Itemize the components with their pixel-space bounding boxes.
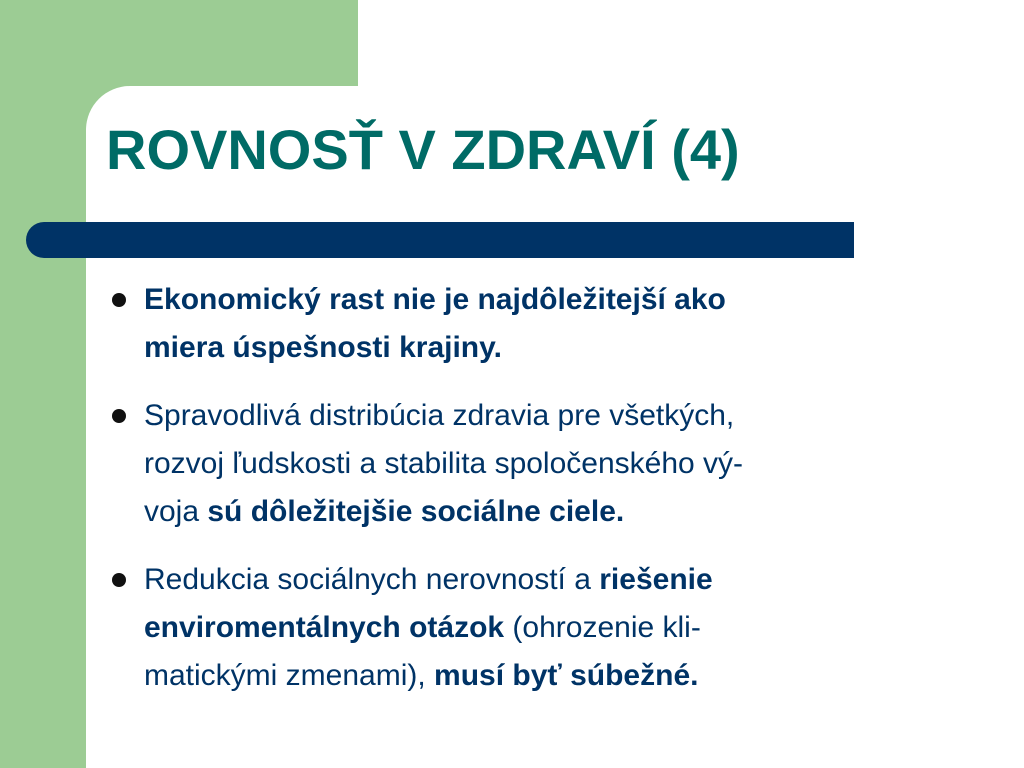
bullet-dot-icon xyxy=(112,409,126,423)
slide-title: ROVNOSŤ V ZDRAVÍ (4) xyxy=(106,118,740,181)
text-run: matickými zmenami), xyxy=(144,659,435,692)
bold-text-run: sú dôležitejšie sociálne ciele. xyxy=(207,495,625,528)
bullet-line xyxy=(144,440,946,488)
bold-text-run: riešenie xyxy=(599,563,713,596)
bullet-line xyxy=(144,488,946,536)
title-underline-bar xyxy=(26,222,854,258)
bullet-item xyxy=(106,392,946,536)
bullet-item xyxy=(106,556,946,700)
bullet-line xyxy=(144,276,946,324)
bullet-line xyxy=(144,604,946,652)
text-run: (ohrozenie kli- xyxy=(504,611,701,644)
bullet-line xyxy=(144,556,946,604)
bold-text-run: enviromentálnych otázok xyxy=(144,611,505,644)
bold-text-run: Ekonomický rast nie je najdôležitejší ako xyxy=(144,283,726,316)
bullet-dot-icon xyxy=(112,573,126,587)
text-run: Redukcia sociálnych nerovností a xyxy=(144,563,600,596)
bold-text-run: miera úspešnosti krajiny. xyxy=(144,331,502,364)
text-run: voja xyxy=(144,495,208,528)
bullet-line xyxy=(144,392,946,440)
bullet-line xyxy=(144,324,946,372)
bullet-item xyxy=(106,276,946,372)
text-run: rozvoj ľudskosti a stabilita spoločenského vý- xyxy=(144,447,744,480)
text-run: Spravodlivá distribúcia zdravia pre všetkých, xyxy=(144,399,735,432)
bullet-dot-icon xyxy=(112,293,126,307)
bold-text-run: musí byť súbežné. xyxy=(434,659,699,692)
bullet-list xyxy=(106,276,946,720)
bullet-line xyxy=(144,652,946,700)
